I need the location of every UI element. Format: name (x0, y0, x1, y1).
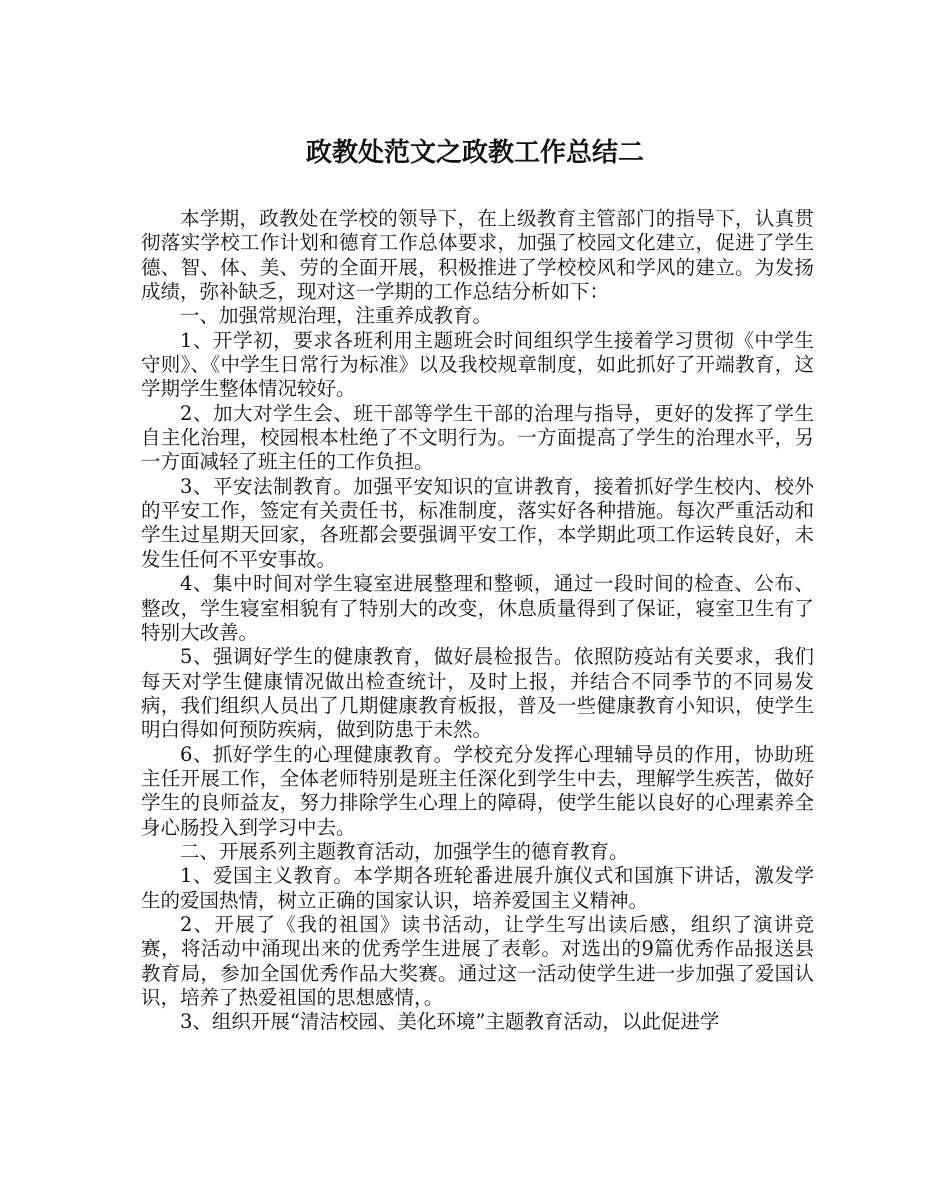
list-item: 3、平安法制教育。加强平安知识的宣讲教育，接着抓好学生校内、校外的平安工作，签定有关责任书，标准制度，落实好各种措施。每次严重活动和学生过星期天回家，各班都会要强调平安工作，本学期此项工作运转良好，未发生任何不平安事故。 (141, 474, 814, 571)
document-title: 政教处范文之政教工作总结二 (305, 138, 644, 168)
list-item: 1、开学初，要求各班利用主题班会时间组织学生接着学习贯彻《中学生守则》、《中学生日常行为标准》以及我校规章制度，如此抓好了开端教育，这学期学生整体情况较好。 (141, 328, 814, 401)
document-body (141, 207, 814, 1035)
section-heading-2: 二、开展系列主题教育活动，加强学生的德育教育。 (180, 839, 629, 863)
list-item: 6、抓好学生的心理健康教育。学校充分发挥心理辅导员的作用，协助班主任开展工作，全体老师特别是班主任深化到学生中去，理解学生疾苦，做好学生的良师益友，努力排除学生心理上的障碍，使学生能以良好的心理素养全身心肠投入到学习中去。 (141, 742, 814, 839)
list-item: 5、强调好学生的健康教育，做好晨检报告。依照防疫站有关要求，我们每天对学生健康情况做出检查统计，及时上报，并结合不同季节的不同易发病，我们组织人员出了几期健康教育板报，普及一些健康教育小知识，使学生明白得如何预防疾病，做到防患于未然。 (141, 645, 814, 742)
list-item: 2、开展了《我的祖国》读书活动，让学生写出读后感，组织了演讲竞赛，将活动中涌现出来的优秀学生进展了表彰。对选出的9篇优秀作品报送县教育局，参加全国优秀作品大奖赛。通过这一活动使学生进一步加强了爱国认识，培养了热爱祖国的思想感情，。 (141, 912, 814, 1009)
list-item: 3、组织开展“清洁校园、美化环境”主题教育活动，以此促进学 (180, 1010, 720, 1034)
list-item: 4、集中时间对学生寝室进展整理和整顿，通过一段时间的检查、公布、整改，学生寝室相貌有了特别大的改变，休息质量得到了保证，寝室卫生有了特别大改善。 (141, 572, 814, 644)
list-item: 1、爱国主义教育。本学期各班轮番进展升旗仪式和国旗下讲话，激发学生的爱国热情，树立正确的国家认识，培养爱国主义精神。 (141, 864, 814, 912)
section-heading-1: 一、加强常规治理，注重养成教育。 (180, 304, 493, 328)
list-item: 2、加大对学生会、班干部等学生干部的治理与指导，更好的发挥了学生自主化治理，校园根本杜绝了不文明行为。一方面提高了学生的治理水平，另一方面减轻了班主任的工作负担。 (141, 401, 814, 474)
intro-paragraph: 本学期，政教处在学校的领导下，在上级教育主管部门的指导下，认真贯彻落实学校工作计划和德育工作总体要求，加强了校园文化建立，促进了学生德、智、体、美、劳的全面开展，积极推进了学校校风和学风的建立。为发扬成绩，弥补缺乏，现对这一学期的工作总结分析如下： (141, 207, 814, 304)
